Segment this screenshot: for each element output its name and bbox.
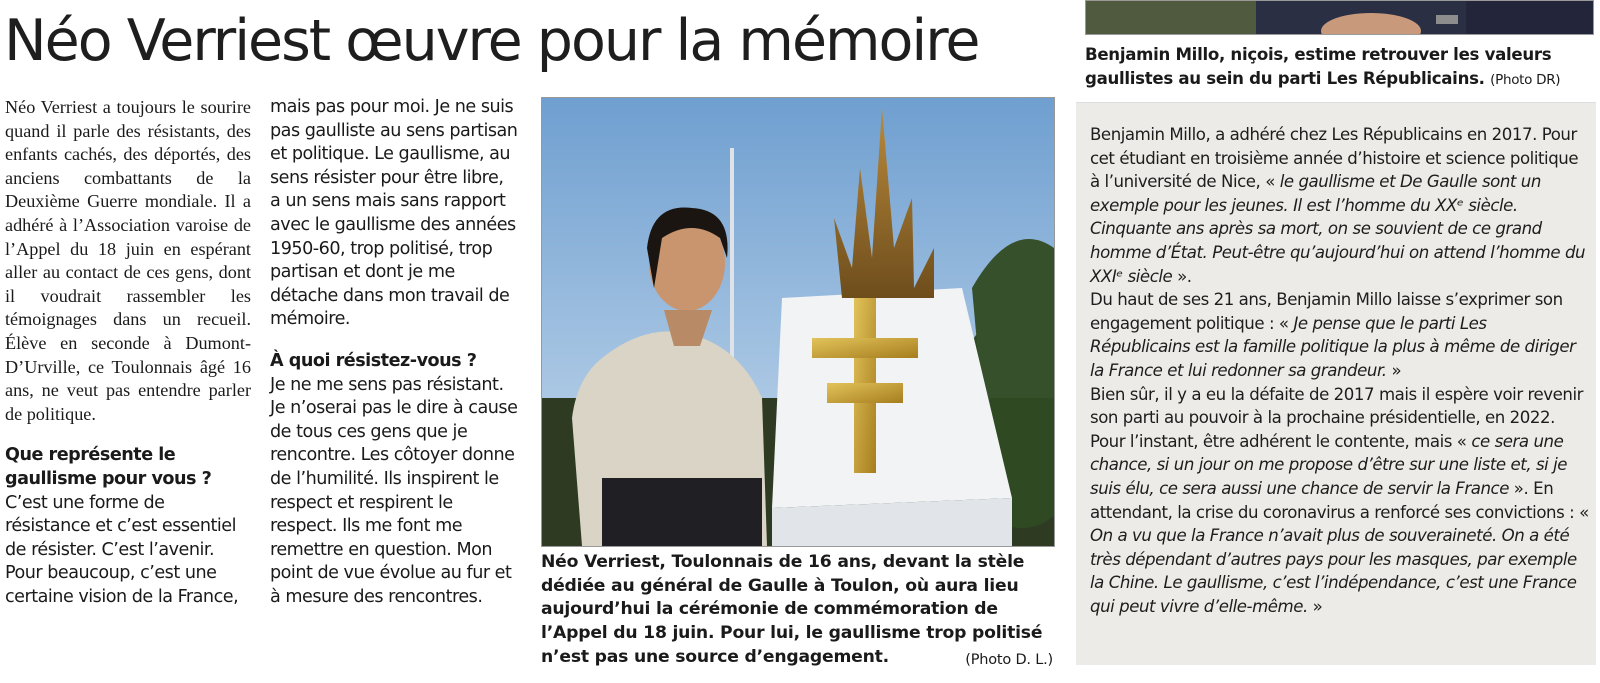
sidebar-paragraph-2 bbox=[1090, 288, 1590, 382]
main-photo bbox=[541, 97, 1055, 547]
article-column-2 bbox=[270, 96, 518, 609]
secondary-caption-text: Benjamin Millo, niçois, estime retrouver les valeurs gaullistes au sein du parti Les Républicains. bbox=[1085, 45, 1552, 88]
intro-paragraph bbox=[5, 96, 251, 426]
answer-1-part-1: C’est une forme de résistance et c’est essentiel de résister. C’est l’avenir. Pour beaucoup, c’est une certaine vision de la France, bbox=[5, 492, 239, 607]
photo-caption bbox=[541, 551, 1053, 673]
sidebar-p3-quote-1: ce sera une chance, si un jour on me propose d’être sur une liste et, si je suis élu, ce sera aussi une chance de servir la France bbox=[1090, 431, 1568, 498]
secondary-photo-credit: (Photo DR) bbox=[1490, 71, 1561, 88]
intro-text: Néo Verriest a toujours le sourire quand il parle des résistants, des enfants cachés, des déportés, des anciens combattants de la Deuxième Guerre mondiale. Il a adhéré à l’Association varoise de l’Appel du 18 juin en espérant aller au contact de ces gens, dont il voudrait rassembler les témoignages dans un recueil. Élève en seconde à Dumont-D’Urville, ce Toulonnais âgé 16 ans, ne veut pas entendre parler de politique. bbox=[5, 97, 251, 424]
main-photo-illustration bbox=[542, 98, 1054, 546]
question-1: Que représente le gaullisme pour vous ? bbox=[5, 445, 212, 489]
answer-1-part-2: mais pas pour moi. Je ne suis pas gaulliste au sens partisan et politique. Le gaullisme, au sens résister pour être libre, a un sens mais sans rapport avec le gaullisme des années 1950-60, trop politisé, trop partisan et dont je me détache dans mon travail de mémoire. bbox=[270, 97, 518, 330]
sidebar-p1-end: ». bbox=[1172, 266, 1192, 286]
sidebar-p2-quote: Je pense que le parti Les Républicains est la famille politique la plus à même de diriger la France et lui redonner sa grandeur. bbox=[1090, 313, 1576, 380]
sidebar-p2-text: Du haut de ses 21 ans, Benjamin Millo laisse s’exprimer son engagement politique : « bbox=[1090, 290, 1563, 333]
sidebar-p3-end: » bbox=[1307, 596, 1323, 616]
sidebar-p1-quote: le gaullisme et De Gaulle sont un exemple pour les jeunes. Il est l’homme du XXᵉ siècle. Cinquante ans après sa mort, on se souvient de ce grand homme d’État. Peut-être qu’aujourd’hui on attend l’homme du XXIᵉ siècle bbox=[1090, 172, 1586, 286]
sidebar-paragraph-3 bbox=[1090, 383, 1590, 619]
qa-block-1 bbox=[5, 444, 251, 609]
secondary-photo bbox=[1085, 0, 1594, 35]
photo-credit: (Photo D. L.) bbox=[965, 651, 1053, 668]
secondary-photo-caption bbox=[1085, 43, 1597, 92]
sidebar-box bbox=[1076, 102, 1596, 665]
article-column-1 bbox=[5, 96, 251, 609]
sidebar-p2-end: » bbox=[1386, 360, 1402, 380]
sidebar-p3-middle: ». En attendant, la crise du coronavirus a renforcé ses convictions : « bbox=[1090, 478, 1589, 522]
sidebar-p3-text: Bien sûr, il y a eu la défaite de 2017 mais il espère voir revenir son parti au pouvoir à la prochaine présidentielle, en 2022. Pour l’instant, être adhérent le contente, mais « bbox=[1090, 384, 1584, 451]
sidebar-paragraph-1 bbox=[1090, 123, 1590, 288]
question-2: À quoi résistez-vous ? bbox=[270, 350, 477, 371]
headline: Néo Verriest œuvre pour la mémoire bbox=[4, 8, 979, 74]
sidebar-p3-quote-2: On a vu que la France n’avait plus de souveraineté. On a été très dépendant d’autres pays pour les masques, par exemple la Chine. Le gaullisme, c’est l’indépendance, c’est une France qui peut vivre d’elle-même. bbox=[1090, 526, 1577, 616]
photo-caption-text: Néo Verriest, Toulonnais de 16 ans, devant la stèle dédiée au général de Gaulle à Toulon, où aura lieu aujourd’hui la cérémonie de commémoration de l’Appel du 18 juin. Pour lui, le gaullisme trop politisé n’est pas une source d’engagement. bbox=[541, 552, 1043, 667]
answer-2: Je ne me sens pas résistant. Je n’oserai pas le dire à cause de tous ces gens que je rencontre. Les côtoyer donne de l’humilité. Ils inspirent le respect et respirent le respect. Ils me font me remettre en question. Mon point de vue évolue au fur et à mesure des rencontres. bbox=[270, 374, 518, 607]
secondary-photo-illustration bbox=[1086, 1, 1593, 34]
sidebar-p1-text: Benjamin Millo, a adhéré chez Les Républicains en 2017. Pour cet étudiant en troisième année d’histoire et science politique à l’université de Nice, « bbox=[1090, 125, 1579, 192]
sidebar-text bbox=[1090, 123, 1590, 618]
